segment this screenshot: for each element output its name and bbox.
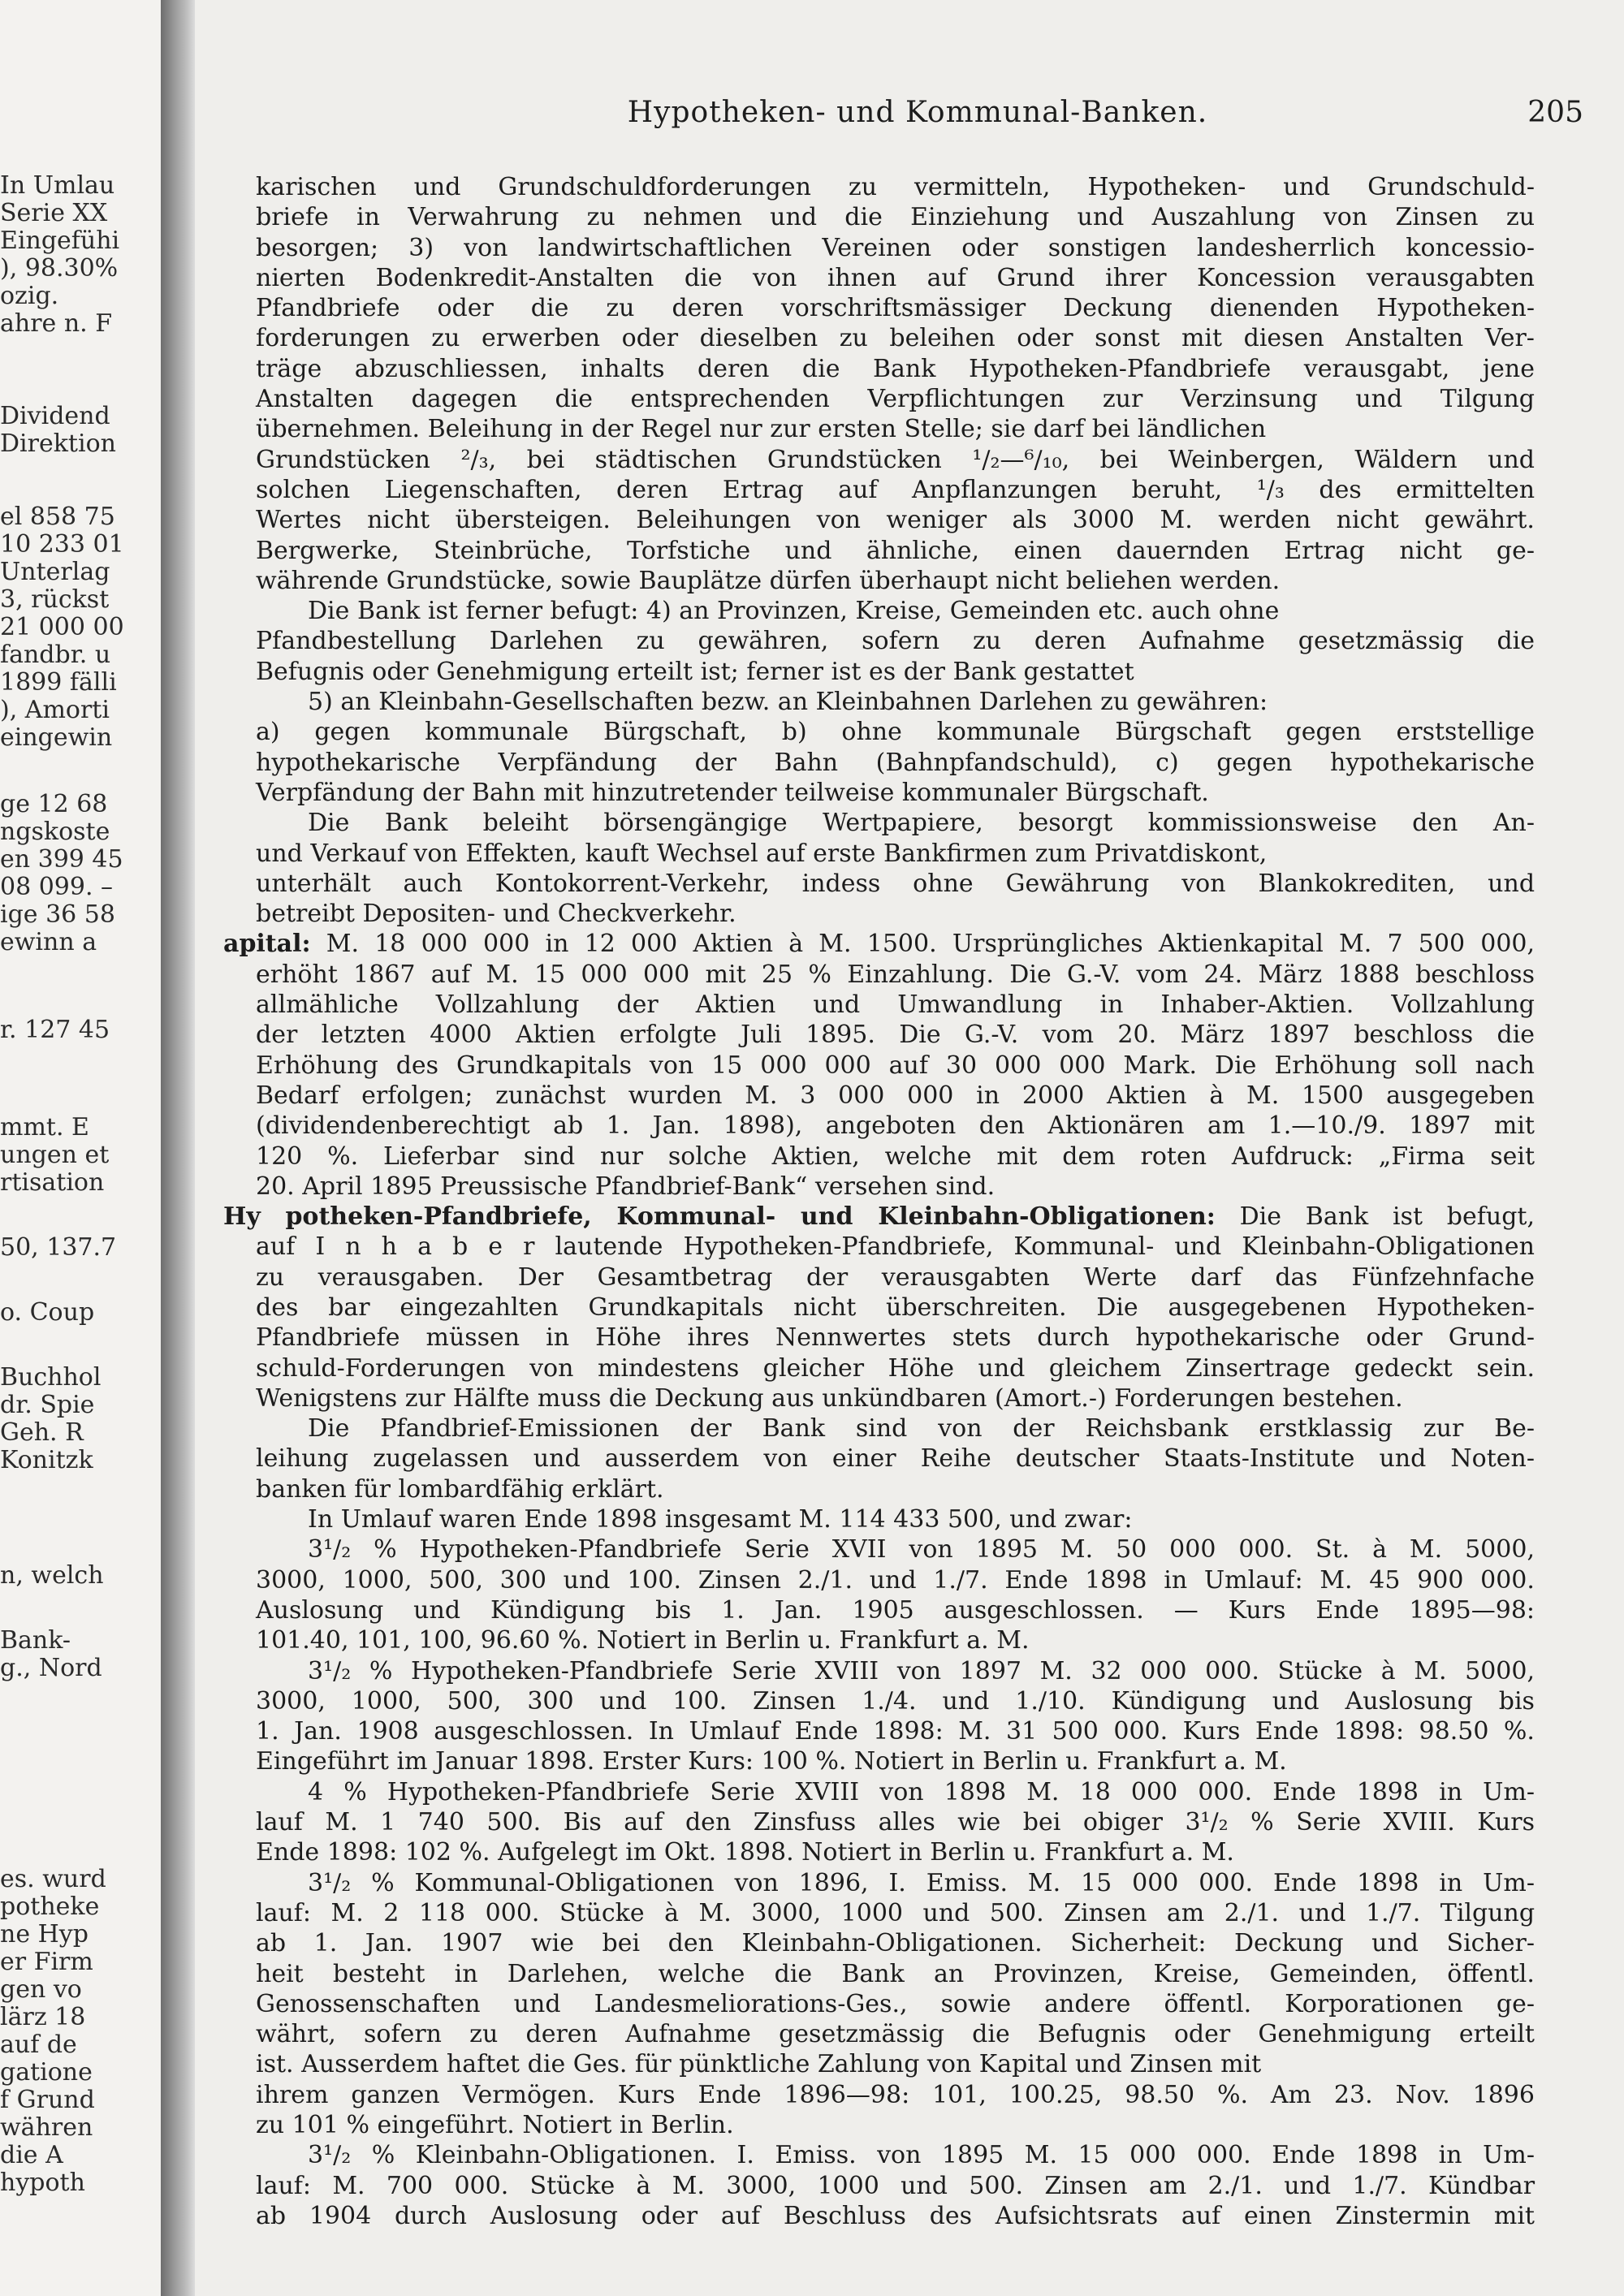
line-text: 3¹/₂ % Kleinbahn-Obligationen. I. Emiss. von 1895 M. 15 000 000. Ende 1898 in Um-: [308, 2141, 1535, 2170]
line-text: leihung zugelassen und ausserdem von einer Reihe deutscher Staats-Institute und Noten-: [256, 1444, 1535, 1474]
line-text: a) gegen kommunale Bürgschaft, b) ohne kommunale Bürgschaft gegen erststellige: [256, 718, 1535, 747]
text-line: [256, 172, 1535, 202]
text-line: [223, 1202, 1535, 1232]
text-line: [256, 717, 1535, 747]
line-text: auf I n h a b e r lautende Hypotheken-Pfandbriefe, Kommunal- und Kleinbahn-Obligationen: [256, 1232, 1535, 1262]
line-text: Die Bank ist befugt,: [1215, 1202, 1535, 1232]
line-text: 4 % Hypotheken-Pfandbriefe Serie XVIII von 1898 M. 18 000 000. Ende 1898 in Um-: [308, 1777, 1535, 1806]
text-line: [256, 1142, 1535, 1172]
left-page-fragment: 3, rückst: [0, 585, 110, 614]
line-text: Genossenschaften und Landesmeliorations-Ges., sowie andere öffentl. Korporationen ge-: [256, 1989, 1535, 2018]
left-page-fragment: r. 127 45: [0, 1016, 110, 1044]
line-text: Verpfändung der Bahn mit hinzutretender teilweise kommunaler Bürgschaft.: [256, 778, 1209, 807]
left-page-fragment: Serie XX: [0, 199, 108, 227]
line-text: Pfandbestellung Darlehen zu gewähren, sofern zu deren Aufnahme gesetzmässig die: [256, 627, 1535, 656]
text-line: [256, 1020, 1535, 1050]
left-page-fragment: gatione: [0, 2058, 93, 2087]
left-page-fragment: auf de: [0, 2031, 77, 2059]
text-line: [256, 505, 1535, 535]
line-text: Wertes nicht übersteigen. Beleihungen von weniger als 3000 M. werden nicht gewährt.: [256, 506, 1535, 535]
left-page-fragment: 21 000 00: [0, 613, 124, 641]
left-page-fragment: potheke: [0, 1892, 100, 1921]
left-page-fragment: dr. Spie: [0, 1391, 95, 1419]
text-line: [256, 2080, 1535, 2110]
left-page-fragment: ne Hyp: [0, 1920, 89, 1949]
line-text: Die Pfandbrief-Emissionen der Bank sind von der Reichsbank erstklassig zur Be-: [308, 1414, 1535, 1444]
left-page-fragment: ), 98.30%: [0, 254, 119, 283]
text-line: [256, 1323, 1535, 1353]
left-page-fragment: n, welch: [0, 1561, 104, 1590]
page-header: [252, 96, 1583, 136]
line-text: lauf: M. 2 118 000. Stücke à M. 3000, 1000 und 500. Zinsen am 2./1. und 1./7. Tilgung: [256, 1898, 1535, 1927]
line-text: und Verkauf von Effekten, kauft Wechsel auf erste Bankfirmen zum Privatdiskont,: [256, 839, 1268, 868]
text-line: [256, 657, 1535, 687]
text-line: [256, 323, 1535, 353]
section-heading: apital:: [223, 930, 311, 959]
left-page-fragment: In Umlau: [0, 171, 115, 200]
text-line: [256, 2110, 1535, 2140]
line-text: 3¹/₂ % Hypotheken-Pfandbriefe Serie XVIII von 1897 M. 32 000 000. Stücke à M. 5000,: [308, 1656, 1535, 1685]
text-line: [256, 596, 1535, 626]
line-text: briefe in Verwahrung zu nehmen und die Einziehung und Auszahlung von Zinsen zu: [256, 203, 1535, 232]
left-page-fragment: Buchhol: [0, 1363, 102, 1392]
line-text: Bedarf erfolgen; zunächst wurden M. 3 000 000 in 2000 Aktien à M. 1500 ausgegeben: [256, 1081, 1535, 1110]
line-text: 3000, 1000, 500, 300 und 100. Zinsen 1./4. und 1./10. Kündigung und Auslosung bis: [256, 1686, 1535, 1716]
text-line: [256, 687, 1535, 717]
line-text: 3000, 1000, 500, 300 und 100. Zinsen 2./1. und 1./7. Ende 1898 in Umlauf: M. 45 900 000.: [256, 1565, 1535, 1595]
line-text: Anstalten dagegen die entsprechenden Verpflichtungen zur Verzinsung und Tilgung: [256, 385, 1535, 414]
line-text: unterhält auch Kontokorrent-Verkehr, indess ohne Gewährung von Blankokrediten, und: [256, 869, 1535, 898]
text-line: [256, 566, 1535, 596]
left-page-fragment: 50, 137.7: [0, 1233, 117, 1262]
left-page-fragment: Direktion: [0, 429, 116, 458]
line-text: Ende 1898: 102 %. Aufgelegt im Okt. 1898. Notiert in Berlin u. Frankfurt a. M.: [256, 1838, 1234, 1867]
line-text: währt, sofern zu deren Aufnahme gesetzmässig die Befugnis oder Genehmigung erteilt: [256, 2020, 1535, 2049]
line-text: nierten Bodenkredit-Anstalten die von ihnen auf Grund ihrer Koncession verausgabten: [256, 263, 1535, 292]
text-line: [256, 414, 1535, 444]
line-text: M. 18 000 000 in 12 000 Aktien à M. 1500. Ursprüngliches Aktienkapital M. 7 500 000,: [310, 930, 1535, 959]
text-line: [256, 1928, 1535, 1958]
left-page-fragment: ngskoste: [0, 818, 110, 846]
line-text: hypothekarische Verpfändung der Bahn (Bahnpfandschuld), c) gegen hypothekarische: [256, 748, 1535, 777]
line-text: In Umlauf waren Ende 1898 insgesamt M. 114 433 500, und zwar:: [308, 1505, 1133, 1534]
text-line: [256, 354, 1535, 384]
line-text: 20. April 1895 Preussische Pfandbrief-Bank“ versehen sind.: [256, 1172, 996, 1201]
left-page-fragment: fandbr. u: [0, 641, 111, 669]
line-text: 120 %. Lieferbar sind nur solche Aktien, welche mit dem roten Aufdruck: „Firma seit: [256, 1142, 1535, 1171]
line-text: lauf M. 1 740 500. Bis auf den Zinsfuss alles wie bei obiger 3¹/₂ % Serie XVIII. Kurs: [256, 1808, 1535, 1837]
left-page-fragment: er Firm: [0, 1948, 93, 1976]
text-line: [256, 1898, 1535, 1928]
text-line: [256, 2171, 1535, 2201]
text-line: [256, 2201, 1535, 2231]
text-line: [256, 1746, 1535, 1776]
text-line: [256, 536, 1535, 566]
text-line: [256, 1232, 1535, 1262]
line-text: schuld-Forderungen von mindestens gleicher Höhe und gleichem Zinsertrage gedeckt sein.: [256, 1353, 1535, 1383]
left-page-fragment: Eingefühi: [0, 227, 120, 255]
line-text: währende Grundstücke, sowie Bauplätze dürfen überhaupt nicht beliehen werden.: [256, 566, 1281, 595]
text-line: [256, 626, 1535, 656]
line-text: Pfandbriefe müssen in Höhe ihres Nennwertes stets durch hypothekarische oder Grund-: [256, 1323, 1535, 1353]
line-text: banken für lombardfähig erklärt.: [256, 1474, 664, 1504]
text-line: [256, 1777, 1535, 1807]
line-text: Befugnis oder Genehmigung erteilt ist; ferner ist es der Bank gestattet: [256, 657, 1134, 686]
text-line: [256, 1868, 1535, 1898]
left-page-fragment: ), Amorti: [0, 696, 110, 724]
text-line: [256, 1959, 1535, 1989]
text-line: [256, 748, 1535, 778]
text-line: [256, 1686, 1535, 1716]
left-page-fragment: hypoth: [0, 2169, 85, 2197]
text-line: [256, 1625, 1535, 1655]
line-text: ab 1. Jan. 1907 wie bei den Kleinbahn-Obligationen. Sicherheit: Deckung und Sicher-: [256, 1929, 1535, 1958]
line-text: Pfandbriefe oder die zu deren vorschriftsmässiger Deckung dienenden Hypotheken-: [256, 294, 1535, 323]
line-text: Grundstücken ²/₃, bei städtischen Grundstücken ¹/₂—⁶/₁₀, bei Weinbergen, Wäldern und: [256, 445, 1535, 474]
text-line: [256, 2140, 1535, 2170]
left-page-fragment: gen vo: [0, 1975, 82, 2004]
left-page-edge: [0, 0, 161, 2296]
left-page-fragment: ge 12 68: [0, 790, 108, 818]
left-page-fragment: eingewin: [0, 723, 113, 752]
left-page-fragment: 08 099. –: [0, 873, 114, 901]
left-page-fragment: g., Nord: [0, 1654, 102, 1682]
text-line: [256, 778, 1535, 808]
section-heading: Hy potheken-Pfandbriefe, Kommunal- und Kleinbahn-Obligationen:: [223, 1202, 1216, 1232]
text-line: [256, 202, 1535, 232]
text-line: [256, 1262, 1535, 1293]
text-line: [256, 1534, 1535, 1564]
line-text: Die Bank ist ferner befugt: 4) an Provinzen, Kreise, Gemeinden etc. auch ohne: [308, 597, 1280, 626]
text-line: [256, 384, 1535, 414]
line-text: (dividendenberechtigt ab 1. Jan. 1898), angeboten den Aktionären am 1.—10./9. 1897 mit: [256, 1111, 1535, 1141]
text-line: [256, 263, 1535, 293]
left-page-fragment: ewinn a: [0, 928, 97, 956]
text-line: [256, 2019, 1535, 2049]
line-text: erhöht 1867 auf M. 15 000 000 mit 25 % Einzahlung. Die G.-V. vom 24. März 1888 beschloss: [256, 960, 1535, 989]
text-line: [256, 1807, 1535, 1837]
text-line: [256, 1051, 1535, 1081]
text-line: [256, 1504, 1535, 1534]
line-text: 3¹/₂ % Hypotheken-Pfandbriefe Serie XVII von 1895 M. 50 000 000. St. à M. 5000,: [308, 1535, 1535, 1564]
line-text: Die Bank beleiht börsengängige Wertpapiere, besorgt kommissionsweise den An-: [308, 809, 1535, 838]
text-line: [256, 1716, 1535, 1746]
text-line: [256, 1383, 1535, 1413]
line-text: ihrem ganzen Vermögen. Kurs Ende 1896—98: 101, 100.25, 98.50 %. Am 23. Nov. 1896: [256, 2080, 1535, 2109]
text-line: [256, 1081, 1535, 1111]
left-page-fragment: lärz 18: [0, 2003, 86, 2031]
book-gutter: [161, 0, 195, 2296]
page-number: 205: [1527, 96, 1583, 129]
text-line: [256, 1413, 1535, 1444]
text-line: [256, 1656, 1535, 1686]
line-text: besorgen; 3) von landwirtschaftlichen Vereinen oder sonstigen landesherrlich koncessio-: [256, 233, 1535, 262]
text-line: [256, 1111, 1535, 1141]
left-page-fragment: mmt. E: [0, 1113, 89, 1142]
left-page-fragment: die A: [0, 2141, 63, 2169]
left-page-fragment: 1899 fälli: [0, 668, 117, 697]
text-line: [256, 1565, 1535, 1595]
running-head: Hypotheken- und Kommunal-Banken.: [627, 96, 1208, 129]
text-line: [256, 1172, 1535, 1202]
text-line: [223, 929, 1535, 959]
body-text: [223, 172, 1535, 2231]
line-text: Auslosung und Kündigung bis 1. Jan. 1905 ausgeschlossen. — Kurs Ende 1895—98:: [256, 1595, 1535, 1625]
text-line: [256, 1353, 1535, 1383]
left-page-fragment: Dividend: [0, 402, 110, 430]
left-page-fragment: es. wurd: [0, 1865, 106, 1893]
left-page-fragment: ahre n. F: [0, 309, 113, 338]
left-page-fragment: el 858 75: [0, 503, 115, 531]
text-line: [256, 233, 1535, 263]
line-text: 101.40, 101, 100, 96.60 %. Notiert in Berlin u. Frankfurt a. M.: [256, 1626, 1030, 1655]
left-page-fragment: ozig.: [0, 282, 59, 310]
left-page-fragment: währen: [0, 2113, 93, 2142]
line-text: des bar eingezahlten Grundkapitals nicht überschreiten. Die ausgegebenen Hypotheken-: [256, 1293, 1535, 1322]
text-line: [256, 990, 1535, 1020]
left-page-fragment: en 399 45: [0, 845, 123, 874]
text-line: [256, 475, 1535, 505]
line-text: Erhöhung des Grundkapitals von 15 000 000 auf 30 000 000 Mark. Die Erhöhung soll nach: [256, 1051, 1535, 1080]
line-text: 1. Jan. 1908 ausgeschlossen. In Umlauf Ende 1898: M. 31 500 000. Kurs Ende 1898: 98.50 %.: [256, 1717, 1535, 1746]
line-text: heit besteht in Darlehen, welche die Bank an Provinzen, Kreise, Gemeinden, öffentl.: [256, 1959, 1535, 1988]
text-line: [256, 808, 1535, 838]
line-text: 3¹/₂ % Kommunal-Obligationen von 1896, I. Emiss. M. 15 000 000. Ende 1898 in Um-: [308, 1868, 1535, 1897]
text-line: [256, 839, 1535, 869]
text-line: [256, 2049, 1535, 2079]
line-text: allmähliche Vollzahlung der Aktien und Umwandlung in Inhaber-Aktien. Vollzahlung: [256, 990, 1535, 1020]
line-text: 5) an Kleinbahn-Gesellschaften bezw. an Kleinbahnen Darlehen zu gewähren:: [308, 688, 1268, 717]
line-text: solchen Liegenschaften, deren Ertrag auf Anpflanzungen beruht, ¹/₃ des ermittelten: [256, 475, 1535, 504]
text-line: [256, 1837, 1535, 1867]
line-text: der letzten 4000 Aktien erfolgte Juli 1895. Die G.-V. vom 20. März 1897 beschloss die: [256, 1021, 1535, 1050]
text-line: [256, 1595, 1535, 1625]
text-line: [256, 1293, 1535, 1323]
left-page-fragment: f Grund: [0, 2086, 95, 2114]
left-page-fragment: o. Coup: [0, 1298, 95, 1327]
left-page-fragment: Geh. R: [0, 1418, 84, 1447]
left-page-fragment: ungen et: [0, 1141, 110, 1169]
left-page-fragment: Unterlag: [0, 558, 110, 586]
text-line: [256, 869, 1535, 899]
line-text: übernehmen. Beleihung in der Regel nur zur ersten Stelle; sie darf bei ländlichen: [256, 415, 1267, 444]
text-line: [256, 293, 1535, 323]
left-page-fragment: ige 36 58: [0, 900, 115, 929]
text-line: [256, 445, 1535, 475]
line-text: lauf: M. 700 000. Stücke à M. 3000, 1000 und 500. Zinsen am 2./1. und 1./7. Kündbar: [256, 2171, 1535, 2200]
right-page: [195, 0, 1624, 2296]
left-page-fragment: Bank-: [0, 1626, 71, 1655]
line-text: karischen und Grundschuldforderungen zu vermitteln, Hypotheken- und Grundschuld-: [256, 173, 1535, 201]
line-text: forderungen zu erwerben oder dieselben zu beleihen oder sonst mit diesen Anstalten Ver-: [256, 324, 1535, 353]
line-text: ist. Ausserdem haftet die Ges. für pünktliche Zahlung von Kapital und Zinsen mit: [256, 2050, 1262, 2079]
text-line: [256, 1989, 1535, 2019]
left-page-fragment: 10 233 01: [0, 530, 124, 559]
line-text: zu verausgaben. Der Gesamtbetrag der verausgabten Werte darf das Fünfzehnfache: [256, 1262, 1535, 1292]
line-text: ab 1904 durch Auslosung oder auf Beschluss des Aufsichtsrats auf einen Zinstermin mit: [256, 2201, 1535, 2230]
text-line: [256, 899, 1535, 929]
text-line: [256, 1444, 1535, 1474]
line-text: Eingeführt im Januar 1898. Erster Kurs: 100 %. Notiert in Berlin u. Frankfurt a. M.: [256, 1747, 1287, 1776]
text-line: [256, 1474, 1535, 1504]
line-text: zu 101 % eingeführt. Notiert in Berlin.: [256, 2111, 734, 2139]
line-text: Wenigstens zur Hälfte muss die Deckung aus unkündbaren (Amort.-) Forderungen bestehen.: [256, 1383, 1403, 1413]
text-line: [256, 960, 1535, 990]
line-text: träge abzuschliessen, inhalts deren die Bank Hypotheken-Pfandbriefe verausgabt, jene: [256, 354, 1535, 383]
line-text: Bergwerke, Steinbrüche, Torfstiche und ähnliche, einen dauernden Ertrag nicht ge-: [256, 536, 1535, 565]
left-page-fragment: rtisation: [0, 1168, 105, 1197]
left-page-fragment: Konitzk: [0, 1446, 93, 1474]
line-text: betreibt Depositen- und Checkverkehr.: [256, 900, 736, 929]
